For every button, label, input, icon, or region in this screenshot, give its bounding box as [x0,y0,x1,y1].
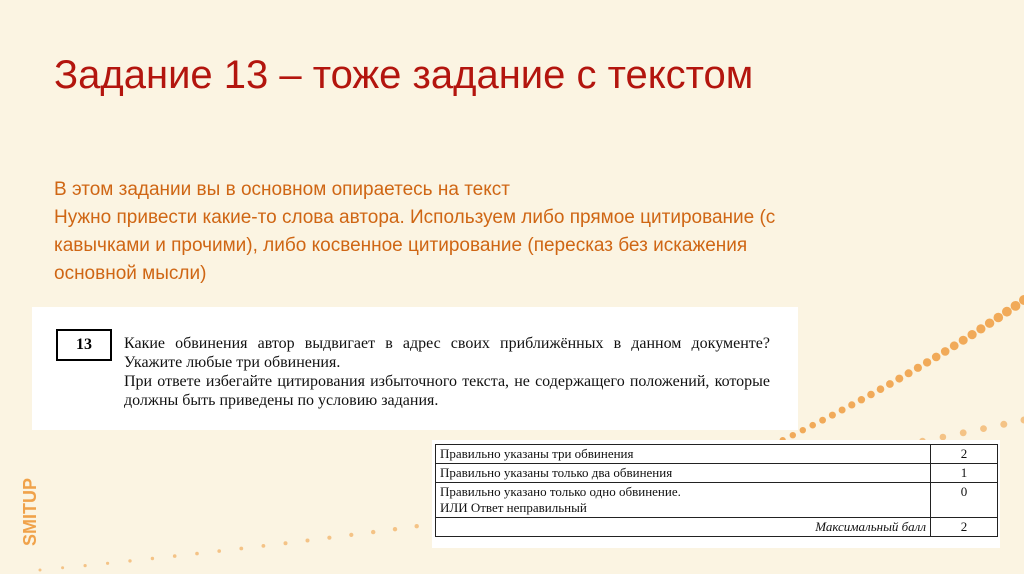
decorative-dot [895,375,903,383]
scoring-card [432,440,1000,548]
decorative-dot [941,347,950,356]
decorative-dot [1002,307,1012,317]
decorative-dot [985,319,994,328]
points-cell: 0 [931,483,998,518]
decorative-dot [1011,301,1021,311]
logo-text: SMITUP [20,477,40,546]
decorative-dot [858,396,865,403]
decorative-dot [1021,417,1024,424]
points-cell: 1 [931,464,998,483]
max-score-label: Максимальный балл [436,518,931,537]
subtitle-line: основной мысли) [54,263,207,284]
decorative-dot [819,417,826,424]
subtitle-line: Нужно привести какие-то слова автора. Используем либо прямое цитирование (с [54,207,776,228]
decorative-dot [932,353,941,362]
decorative-dot [829,412,836,419]
decorative-dot [173,554,177,558]
decorative-dot [980,425,987,432]
decorative-dot [968,330,977,339]
decorative-dot [877,385,885,393]
decorative-dot [960,429,967,436]
slide-title: Задание 13 – тоже задание с текстом [54,53,754,97]
slide-subtitle [54,176,954,288]
task-number: 13 [56,329,112,361]
task-question: Какие обвинения автор выдвигает в адрес своих приближённых в данном документе? Укажите любые три обвинения. [124,335,770,371]
decorative-dot [262,544,266,548]
decorative-dot [39,569,42,572]
decorative-dot [415,524,419,528]
decorative-dot [950,341,959,350]
decorative-dot [959,336,968,345]
criterion-cell: Правильно указаны три обвинения [436,445,931,464]
criterion-cell: Правильно указаны только два обвинения [436,464,931,483]
criterion-line: ИЛИ Ответ неправильный [440,500,587,515]
decorative-dot [393,527,397,531]
points-cell: 2 [931,445,998,464]
decorative-dot [809,422,816,429]
decorative-dot [128,559,131,562]
task-card [32,307,798,430]
decorative-dot [839,407,846,414]
decorative-dot [800,427,806,433]
decorative-dot [106,562,109,565]
decorative-dot [306,539,310,543]
decorative-dot [886,380,894,388]
decorative-dot [151,557,154,560]
decorative-dot [867,391,875,399]
decorative-dot [195,552,199,556]
decorative-dot [84,564,87,567]
decorative-dot [914,364,922,372]
max-score-value: 2 [931,518,998,537]
task-instruction: При ответе избегайте цитирования избыточного текста, не содержащего положений, которые должны быть приведены по условию задания. [124,373,770,409]
table-row [436,464,998,483]
subtitle-line: В этом задании вы в основном опираетесь на текст [54,179,510,200]
table-row-max [436,518,998,537]
decorative-dot [371,530,375,534]
decorative-dot [1000,421,1007,428]
decorative-dot [848,401,855,408]
decorative-dot [790,432,796,438]
decorative-dot [923,358,931,366]
table-row [436,483,998,518]
decorative-dot [976,324,985,333]
decorative-dot [327,536,331,540]
smitup-logo [12,470,46,550]
decorative-dot [284,541,288,545]
criterion-line: Правильно указано только одно обвинение. [440,484,681,499]
decorative-dot [61,566,64,569]
decorative-dot [905,369,913,377]
decorative-dot [994,313,1004,323]
table-row [436,445,998,464]
scoring-table [435,444,998,537]
subtitle-line: кавычками и прочими), либо косвенное цитирование (пересказ без искажения [54,235,748,256]
task-text [124,334,770,410]
decorative-dot [239,547,243,551]
decorative-dot [217,549,221,553]
criterion-cell [436,483,931,518]
decorative-dot [349,533,353,537]
